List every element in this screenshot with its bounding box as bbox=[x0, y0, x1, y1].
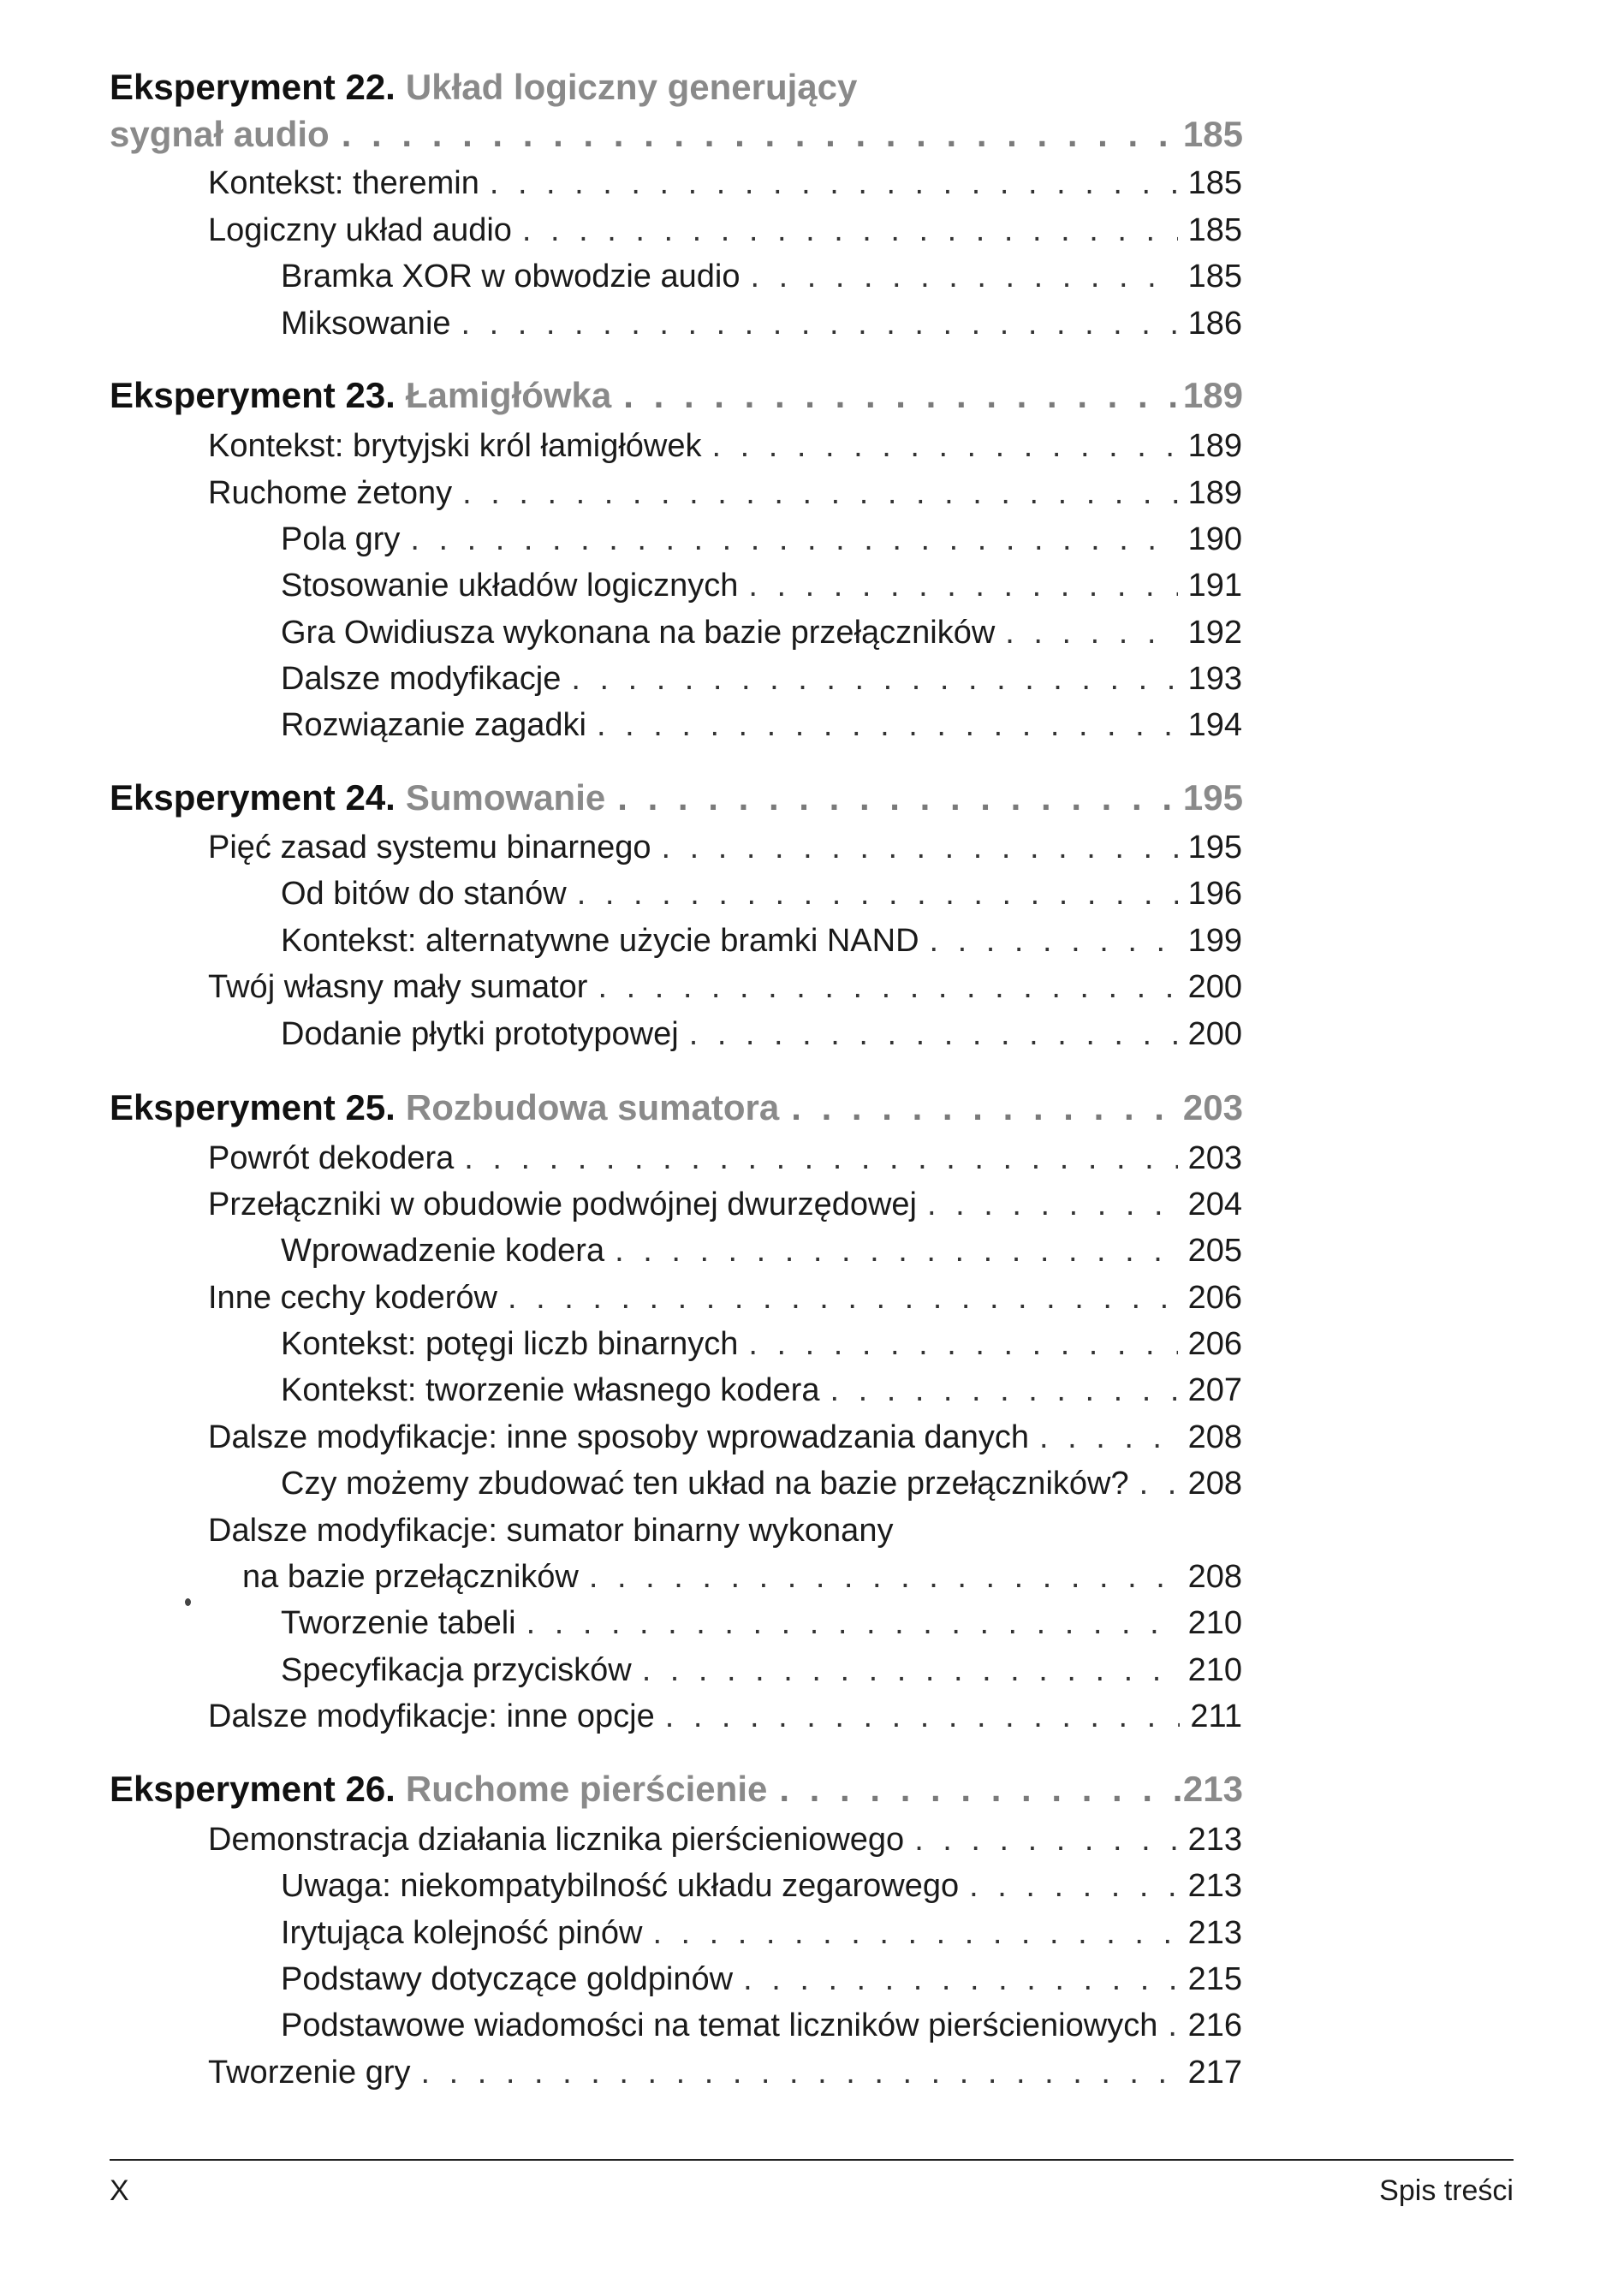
entry-title: Uwaga: niekompatybilność układu zegarowego bbox=[281, 1868, 960, 1904]
entry-page: 213 bbox=[1187, 1822, 1242, 1858]
dot-leader bbox=[589, 1559, 1178, 1596]
entry-title: Gra Owidiusza wykonana na bazie przełączników bbox=[281, 615, 996, 651]
entry-page: 208 bbox=[1187, 1559, 1242, 1595]
dot-leader bbox=[421, 2055, 1178, 2091]
entry-title: Podstawy dotyczące goldpinów bbox=[281, 1961, 734, 1997]
stray-bullet-mark bbox=[185, 1598, 191, 1606]
entry-title: Ruchome żetony bbox=[208, 475, 453, 511]
dot-leader bbox=[598, 969, 1177, 1006]
chapter-title: sygnał audio bbox=[110, 114, 330, 154]
dot-leader bbox=[712, 428, 1178, 465]
dot-leader bbox=[490, 165, 1178, 202]
chapter-page: 213 bbox=[1182, 1769, 1243, 1809]
entry-page: 200 bbox=[1187, 969, 1242, 1005]
entry-page: 203 bbox=[1187, 1140, 1242, 1176]
dot-leader bbox=[750, 259, 1177, 295]
entry-page: 185 bbox=[1187, 259, 1242, 294]
entry-page: 210 bbox=[1187, 1605, 1242, 1641]
entry-title: Stosowanie układów logicznych bbox=[281, 568, 739, 604]
toc-entry[interactable] bbox=[281, 1961, 1242, 2004]
toc-entry[interactable] bbox=[242, 1559, 1242, 1602]
chapter-number: Eksperyment 24. bbox=[110, 777, 396, 818]
chapter-number: Eksperyment 22. bbox=[110, 67, 396, 107]
chapter-title: Łamigłówka bbox=[405, 375, 612, 415]
toc-entry[interactable] bbox=[208, 1419, 1242, 1462]
dot-leader bbox=[791, 1087, 1181, 1128]
toc-entry[interactable] bbox=[208, 1513, 1242, 1555]
dot-leader bbox=[969, 1868, 1177, 1905]
toc-entry[interactable] bbox=[281, 1326, 1242, 1369]
entry-title: Podstawowe wiadomości na temat liczników pierścieniowych bbox=[281, 2008, 1158, 2043]
entry-title: Bramka XOR w obwodzie audio bbox=[281, 259, 741, 294]
entry-page: 213 bbox=[1187, 1868, 1242, 1904]
dot-leader bbox=[665, 1698, 1181, 1735]
entry-page: 190 bbox=[1187, 521, 1242, 557]
chapter-number: Eksperyment 23. bbox=[110, 375, 396, 415]
dot-leader bbox=[615, 1233, 1178, 1270]
entry-title: Przełączniki w obudowie podwójnej dwurzędowej bbox=[208, 1187, 918, 1222]
toc-entry[interactable] bbox=[281, 306, 1242, 348]
dot-leader bbox=[462, 475, 1177, 512]
dot-leader bbox=[526, 1605, 1178, 1642]
dot-leader bbox=[1005, 615, 1177, 651]
entry-page: 185 bbox=[1187, 212, 1242, 248]
entry-title: Dalsze modyfikacje: sumator binarny wykonany bbox=[208, 1513, 894, 1549]
entry-title: na bazie przełączników bbox=[242, 1559, 579, 1595]
toc-entry[interactable] bbox=[208, 830, 1242, 872]
entry-title: Dalsze modyfikacje: inne opcje bbox=[208, 1698, 655, 1734]
entry-page: 189 bbox=[1187, 475, 1242, 511]
dot-leader bbox=[930, 923, 1178, 960]
dot-leader bbox=[342, 114, 1181, 155]
chapter-title: Rozbudowa sumatora bbox=[405, 1087, 780, 1127]
entry-title: Dodanie płytki prototypowej bbox=[281, 1016, 679, 1052]
toc-entry[interactable] bbox=[281, 661, 1242, 704]
toc-entry[interactable] bbox=[281, 521, 1242, 564]
entry-page: 207 bbox=[1187, 1372, 1242, 1408]
dot-leader bbox=[623, 375, 1181, 416]
entry-page: 210 bbox=[1187, 1652, 1242, 1688]
entry-title: Kontekst: theremin bbox=[208, 165, 479, 201]
entry-title: Logiczny układ audio bbox=[208, 212, 512, 248]
entry-title: Rozwiązanie zagadki bbox=[281, 707, 586, 743]
entry-page: 208 bbox=[1187, 1419, 1242, 1455]
chapter-heading[interactable] bbox=[110, 1769, 1243, 1820]
toc-entry[interactable] bbox=[281, 1372, 1242, 1415]
toc-entry[interactable] bbox=[208, 1280, 1242, 1323]
entry-page: 216 bbox=[1187, 2008, 1242, 2043]
entry-title: Miksowanie bbox=[281, 306, 451, 342]
dot-leader bbox=[830, 1372, 1177, 1409]
entry-page: 195 bbox=[1187, 830, 1242, 865]
toc-entry[interactable] bbox=[281, 1605, 1242, 1648]
toc-entry[interactable] bbox=[281, 707, 1242, 750]
entry-page: 189 bbox=[1187, 428, 1242, 464]
dot-leader bbox=[1168, 2008, 1177, 2044]
toc-entry[interactable] bbox=[281, 568, 1242, 610]
entry-title: Kontekst: alternatywne użycie bramki NAND bbox=[281, 923, 919, 959]
entry-title: Dalsze modyfikacje: inne sposoby wprowadzania danych bbox=[208, 1419, 1029, 1455]
dot-leader bbox=[597, 707, 1178, 744]
toc-entry[interactable] bbox=[208, 969, 1242, 1012]
toc-entry[interactable] bbox=[281, 1652, 1242, 1695]
dot-leader bbox=[410, 521, 1177, 558]
dot-leader bbox=[689, 1016, 1178, 1053]
toc-entry[interactable] bbox=[208, 2055, 1242, 2097]
dot-leader bbox=[1039, 1419, 1178, 1456]
chapter-title: Sumowanie bbox=[405, 777, 606, 818]
dot-leader bbox=[522, 212, 1178, 249]
entry-page: 208 bbox=[1187, 1466, 1242, 1502]
entry-page: 194 bbox=[1187, 707, 1242, 743]
dot-leader bbox=[743, 1961, 1178, 1998]
entry-page: 211 bbox=[1190, 1698, 1242, 1734]
entry-page: 200 bbox=[1187, 1016, 1242, 1052]
chapter-page: 195 bbox=[1182, 777, 1243, 818]
entry-title: Od bitów do stanów bbox=[281, 876, 567, 912]
dot-leader bbox=[748, 568, 1177, 604]
dot-leader bbox=[508, 1280, 1178, 1317]
entry-title: Tworzenie gry bbox=[208, 2055, 411, 2091]
footer-page-number: X bbox=[110, 2174, 129, 2207]
dot-leader bbox=[927, 1187, 1178, 1223]
toc-entry[interactable] bbox=[208, 1187, 1242, 1229]
chapter-heading[interactable] bbox=[110, 67, 1243, 118]
entry-page: 192 bbox=[1187, 615, 1242, 651]
toc-entry[interactable] bbox=[208, 212, 1242, 255]
entry-page: 213 bbox=[1187, 1915, 1242, 1951]
toc-entry[interactable] bbox=[281, 1016, 1242, 1059]
chapter-title: Układ logiczny generujący bbox=[405, 67, 858, 107]
chapter-heading[interactable] bbox=[110, 1087, 1243, 1139]
toc-entry[interactable] bbox=[281, 923, 1242, 966]
dot-leader bbox=[617, 777, 1181, 818]
toc-entry[interactable] bbox=[281, 615, 1242, 657]
dot-leader bbox=[642, 1652, 1178, 1689]
entry-page: 215 bbox=[1187, 1961, 1242, 1997]
entry-title: Kontekst: brytyjski król łamigłówek bbox=[208, 428, 702, 464]
chapter-page: 185 bbox=[1182, 114, 1243, 154]
entry-page: 204 bbox=[1187, 1187, 1242, 1222]
toc-entry[interactable] bbox=[208, 165, 1242, 208]
chapter-page: 189 bbox=[1182, 375, 1243, 415]
entry-page: 196 bbox=[1187, 876, 1242, 912]
entry-page: 206 bbox=[1187, 1280, 1242, 1316]
dot-leader bbox=[461, 306, 1178, 342]
entry-title: Tworzenie tabeli bbox=[281, 1605, 516, 1641]
entry-page: 186 bbox=[1187, 306, 1242, 342]
dot-leader bbox=[571, 661, 1177, 698]
toc-entry[interactable] bbox=[281, 2008, 1242, 2050]
dot-leader bbox=[662, 830, 1178, 866]
dot-leader bbox=[914, 1822, 1177, 1859]
dot-leader bbox=[1139, 1466, 1178, 1502]
toc-entry[interactable] bbox=[281, 1868, 1242, 1911]
chapter-title: Ruchome pierścienie bbox=[405, 1769, 768, 1809]
chapter-number: Eksperyment 25. bbox=[110, 1087, 396, 1127]
entry-title: Kontekst: potęgi liczb binarnych bbox=[281, 1326, 739, 1362]
entry-title: Czy możemy zbudować ten układ na bazie przełączników? bbox=[281, 1466, 1129, 1502]
toc-entry[interactable] bbox=[281, 1915, 1242, 1958]
entry-title: Twój własny mały sumator bbox=[208, 969, 588, 1005]
dot-leader bbox=[652, 1915, 1177, 1952]
entry-title: Specyfikacja przycisków bbox=[281, 1652, 632, 1688]
entry-page: 206 bbox=[1187, 1326, 1242, 1362]
entry-page: 193 bbox=[1187, 661, 1242, 697]
dot-leader bbox=[464, 1140, 1177, 1177]
chapter-page: 203 bbox=[1182, 1087, 1243, 1127]
toc-entry[interactable] bbox=[208, 1822, 1242, 1865]
footer-section-title: Spis treści bbox=[1379, 2174, 1514, 2207]
entry-title: Pola gry bbox=[281, 521, 401, 557]
entry-title: Wprowadzenie kodera bbox=[281, 1233, 605, 1269]
chapter-heading[interactable] bbox=[110, 777, 1243, 829]
footer-rule bbox=[110, 2159, 1514, 2161]
toc-entry[interactable] bbox=[208, 428, 1242, 471]
entry-page: 199 bbox=[1187, 923, 1242, 959]
dot-leader bbox=[748, 1326, 1177, 1363]
dot-leader bbox=[779, 1769, 1181, 1810]
chapter-number: Eksperyment 26. bbox=[110, 1769, 396, 1809]
entry-title: Pięć zasad systemu binarnego bbox=[208, 830, 651, 865]
entry-title: Inne cechy koderów bbox=[208, 1280, 497, 1316]
toc-entry[interactable] bbox=[208, 1140, 1242, 1183]
chapter-heading[interactable] bbox=[110, 375, 1243, 426]
entry-page: 191 bbox=[1187, 568, 1242, 604]
toc-entry[interactable] bbox=[208, 1698, 1242, 1741]
toc-entry[interactable] bbox=[281, 1233, 1242, 1276]
toc-entry[interactable] bbox=[281, 876, 1242, 919]
dot-leader bbox=[577, 876, 1178, 913]
entry-title: Dalsze modyfikacje bbox=[281, 661, 562, 697]
entry-page: 185 bbox=[1187, 165, 1242, 201]
toc-entry[interactable] bbox=[281, 1466, 1242, 1508]
chapter-heading-continued[interactable] bbox=[110, 114, 1243, 162]
entry-title: Powrót dekodera bbox=[208, 1140, 455, 1176]
toc-entry[interactable] bbox=[281, 259, 1242, 301]
entry-page: 217 bbox=[1187, 2055, 1242, 2091]
entry-title: Kontekst: tworzenie własnego kodera bbox=[281, 1372, 820, 1408]
toc-entry[interactable] bbox=[208, 475, 1242, 518]
entry-title: Irytująca kolejność pinów bbox=[281, 1915, 643, 1951]
entry-page: 205 bbox=[1187, 1233, 1242, 1269]
entry-title: Demonstracja działania licznika pierścieniowego bbox=[208, 1822, 905, 1858]
